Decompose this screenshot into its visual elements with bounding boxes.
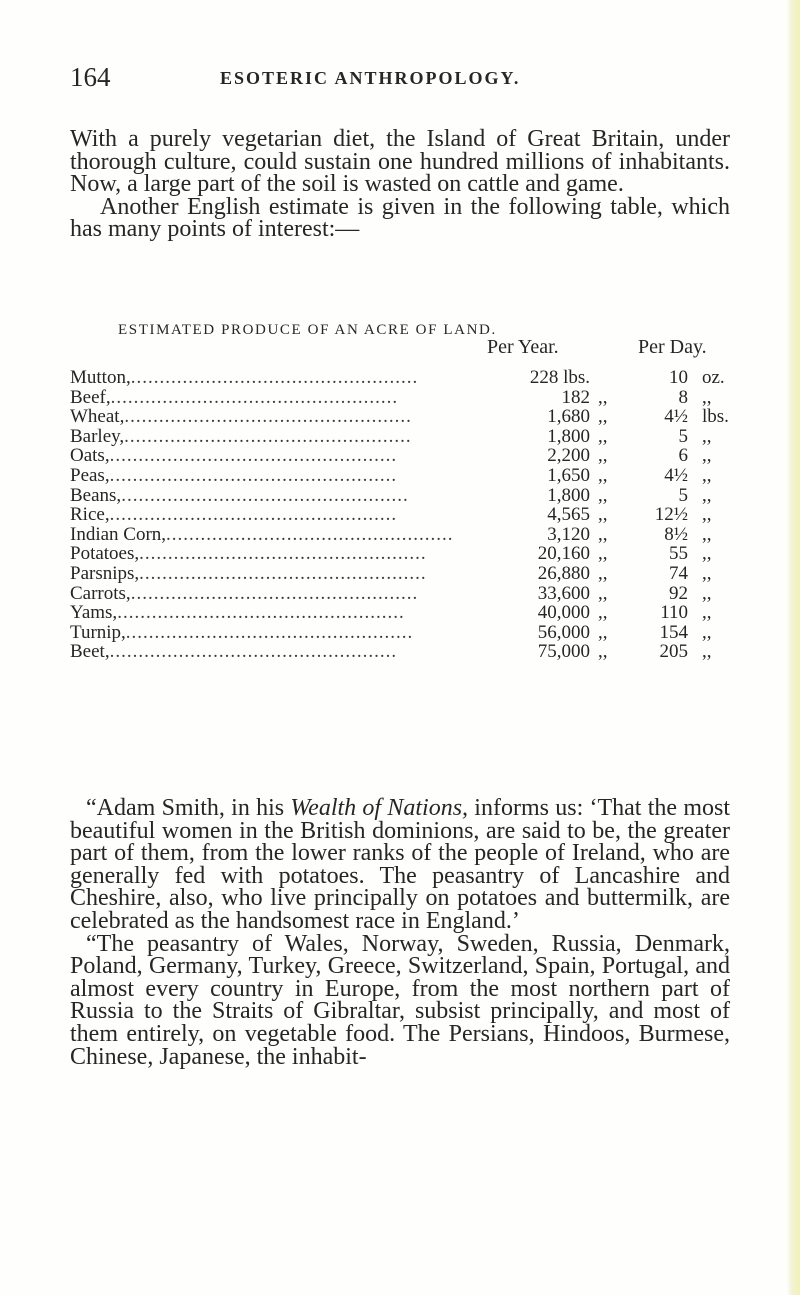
- per-year-unit: ,,: [598, 543, 608, 565]
- per-year-unit: ,,: [598, 621, 608, 643]
- per-day-unit: ,,: [702, 562, 712, 584]
- leader-dots: ..................................................: [139, 543, 427, 565]
- per-day-header: Per Day.: [638, 336, 707, 358]
- per-day-value: 92: [669, 582, 688, 604]
- table-row: [70, 465, 750, 485]
- per-day-value: 8½: [664, 523, 688, 545]
- crop-name: Potatoes,: [70, 543, 140, 565]
- crop-name: Carrots,: [70, 582, 131, 604]
- crop-name: Wheat,: [70, 406, 125, 428]
- per-day-value: 205: [659, 641, 688, 663]
- per-day-value: 55: [669, 543, 688, 565]
- table-row: [70, 445, 750, 465]
- quotation-text: [70, 797, 730, 1068]
- crop-name: Beans,: [70, 484, 122, 506]
- per-year-header: Per Year.: [487, 336, 559, 358]
- page-edge: [786, 0, 800, 1295]
- per-day-value: 74: [669, 562, 688, 584]
- leader-dots: ..................................................: [109, 445, 398, 467]
- crop-name: Mutton,: [70, 367, 131, 388]
- per-year-unit: ,,: [598, 464, 608, 486]
- per-year-unit: ,,: [598, 523, 608, 545]
- per-year-value: 1,680: [547, 406, 590, 428]
- per-day-value: 8: [678, 386, 688, 408]
- adam-smith-quote: [70, 797, 730, 933]
- table-row: [70, 602, 750, 622]
- table-row: [70, 406, 750, 426]
- crop-name: Yams,: [70, 602, 118, 624]
- produce-table: [70, 367, 750, 661]
- per-year-value: 56,000: [537, 621, 590, 643]
- leader-dots: ..................................................: [139, 562, 427, 584]
- running-title: ESOTERIC ANTHROPOLOGY.: [220, 68, 521, 88]
- table-row: [70, 563, 750, 583]
- table-row: [70, 641, 750, 661]
- per-day-unit: ,,: [702, 425, 712, 447]
- table-caption: ESTIMATED PRODUCE OF AN ACRE OF LAND.: [118, 322, 497, 338]
- peasantry-quote: “The peasantry of Wales, Norway, Sweden, Russia, Denmark, Poland, Germany, Turkey, Greece, Switzerland, Spain, Portugal, and almost every country in Europe, from the most northern part of Russia to the Straits of Gibraltar, subsist principally, and most of them entirely, on vegetable food. The Persians, Hindoos, Burmese, Chinese, Japanese, the inhabit-: [70, 930, 730, 1070]
- crop-name: Rice,: [70, 504, 110, 526]
- leader-dots: ..................................................: [109, 464, 398, 486]
- per-year-value: 4,565: [547, 504, 590, 526]
- crop-name: Oats,: [70, 445, 110, 467]
- per-day-value: 5: [678, 484, 688, 506]
- per-year-value: 75,000: [537, 641, 590, 663]
- per-year-unit: ,,: [598, 562, 608, 584]
- table-row: [70, 543, 750, 563]
- per-year-value: 1,800: [547, 425, 590, 447]
- per-day-unit: ,,: [702, 523, 712, 545]
- intro-paragraph: Another English estimate is given in the following table, which has many points of interest:—: [70, 193, 730, 243]
- per-day-unit: oz.: [702, 367, 725, 388]
- table-row: [70, 485, 750, 505]
- intro-paragraph: With a purely vegetarian diet, the Island of Great Britain, under thorough culture, could sustain one hundred millions of inhabitants. Now, a large part of the soil is wasted on cattle and game.: [70, 126, 730, 198]
- leader-dots: ..................................................: [121, 484, 409, 506]
- leader-dots: ..................................................: [124, 406, 412, 428]
- per-day-value: 110: [660, 602, 688, 624]
- per-year-unit: ,,: [598, 602, 608, 624]
- running-head: [70, 60, 730, 100]
- table-row: [70, 387, 750, 407]
- leader-dots: ..................................................: [166, 523, 454, 545]
- per-year-value: 33,600: [537, 582, 590, 604]
- per-day-value: 12½: [654, 504, 688, 526]
- per-year-value: 20,160: [537, 543, 590, 565]
- book-title: Wealth of Nations,: [290, 795, 469, 821]
- per-day-unit: ,,: [702, 386, 712, 408]
- per-day-unit: ,,: [702, 543, 712, 565]
- per-year-value: 2,200: [547, 445, 590, 467]
- per-year-unit: ,,: [598, 425, 608, 447]
- per-year-unit: ,,: [598, 445, 608, 467]
- table-row: [70, 583, 750, 603]
- crop-name: Parsnips,: [70, 562, 140, 584]
- crop-name: Turnip,: [70, 621, 126, 643]
- crop-name: Peas,: [70, 464, 110, 486]
- per-day-unit: ,,: [702, 602, 712, 624]
- per-day-unit: ,,: [702, 621, 712, 643]
- leader-dots: ..................................................: [130, 582, 419, 604]
- crop-name: Indian Corn,: [70, 523, 167, 545]
- per-year-unit: ,,: [598, 641, 608, 663]
- per-year-unit: ,,: [598, 406, 608, 428]
- page-number: 164: [70, 62, 111, 92]
- per-day-value: 4½: [664, 406, 688, 428]
- intro-text: [70, 128, 730, 241]
- per-day-unit: ,,: [702, 641, 712, 663]
- per-day-unit: ,,: [702, 464, 712, 486]
- per-year-unit: ,,: [598, 582, 608, 604]
- table-row: [70, 622, 750, 642]
- per-day-unit: lbs.: [702, 406, 729, 428]
- leader-dots: ..................................................: [109, 641, 398, 663]
- per-year-unit: ,,: [598, 504, 608, 526]
- leader-dots: ..................................................: [130, 367, 419, 388]
- per-day-value: 6: [678, 445, 688, 467]
- crop-name: Barley,: [70, 425, 125, 447]
- per-day-unit: ,,: [702, 445, 712, 467]
- per-day-value: 4½: [664, 464, 688, 486]
- leader-dots: ..................................................: [109, 504, 398, 526]
- leader-dots: ..................................................: [124, 425, 412, 447]
- per-year-value: 26,880: [537, 562, 590, 584]
- per-year-value: 228 lbs.: [529, 367, 590, 388]
- leader-dots: ..................................................: [117, 602, 405, 624]
- crop-name: Beet,: [70, 641, 110, 663]
- per-day-unit: ,,: [702, 582, 712, 604]
- per-day-unit: ,,: [702, 504, 712, 526]
- per-year-value: 1,650: [547, 464, 590, 486]
- per-year-unit: ,,: [598, 484, 608, 506]
- table-row: [70, 524, 750, 544]
- leader-dots: ..................................................: [125, 621, 414, 643]
- per-day-value: 5: [678, 425, 688, 447]
- table-row: [70, 426, 750, 446]
- per-year-value: 40,000: [537, 602, 590, 624]
- per-year-value: 182: [561, 386, 590, 408]
- per-year-value: 1,800: [547, 484, 590, 506]
- per-year-value: 3,120: [547, 523, 590, 545]
- crop-name: Beef,: [70, 386, 111, 408]
- quote-lead: “Adam Smith, in his: [86, 795, 291, 821]
- per-year-unit: ,,: [598, 386, 608, 408]
- table-row: [70, 367, 750, 387]
- per-day-value: 154: [659, 621, 688, 643]
- per-day-unit: ,,: [702, 484, 712, 506]
- per-day-value: 10: [669, 367, 688, 388]
- quote-body: informs us: ‘That the most beautiful women in the British dominions, are said to be, the greater part of them, from the lower ranks of the people of Ireland, who are generally fed with potatoes. The peasantry of Lancashire and Cheshire, also, who live principally on potatoes and buttermilk, are celebrated as the handsomest race in England.’: [70, 795, 730, 934]
- leader-dots: ..................................................: [110, 386, 399, 408]
- table-row: [70, 504, 750, 524]
